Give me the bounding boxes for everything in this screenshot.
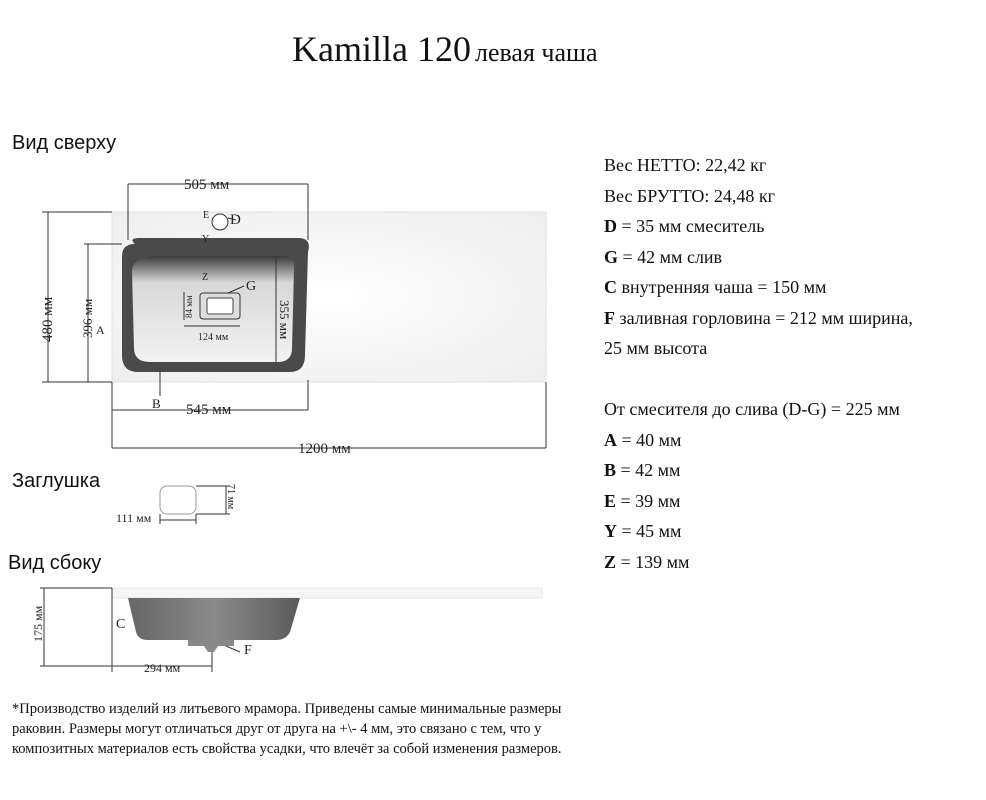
dim-depth-bowl: 396 мм bbox=[80, 298, 95, 338]
label-B: B bbox=[152, 396, 161, 411]
side-height: 175 мм bbox=[31, 605, 45, 642]
label-C: C bbox=[116, 617, 126, 632]
dim-offset: 545 мм bbox=[186, 402, 232, 418]
model-name: Kamilla 120 bbox=[292, 29, 471, 69]
spec-gross: Вес БРУТТО: 24,48 кг bbox=[604, 185, 775, 206]
faucet-hole bbox=[212, 214, 228, 230]
label-D: D bbox=[230, 212, 241, 228]
plug-width: 111 мм bbox=[116, 511, 152, 525]
spec-B: B = 42 мм bbox=[604, 460, 681, 480]
label-Y: Y bbox=[202, 234, 210, 245]
section-plug: Заглушка bbox=[12, 470, 101, 492]
side-depth: 294 мм bbox=[144, 661, 181, 675]
spec-C: C внутренняя чаша = 150 мм bbox=[604, 277, 827, 297]
plug-shape bbox=[160, 486, 196, 514]
label-G: G bbox=[246, 279, 257, 294]
spec-Z: Z = 139 мм bbox=[604, 551, 690, 572]
spec-G: G = 42 мм слив bbox=[604, 246, 723, 267]
model-variant: левая чаша bbox=[474, 38, 598, 67]
footnote: *Производство изделий из литьевого мрамора. Приведены самые минимальные размеры раковин. Размеры могут отличаться друг от друга на +\- 4 мм, это связано с тем, что у композитных материалов есть свойства усадки, что влечёт за собой изменения размеров. bbox=[12, 701, 562, 757]
dim-bowl-inner: 355 мм bbox=[277, 300, 292, 340]
side-slab bbox=[112, 588, 542, 598]
side-drain-tip bbox=[204, 646, 218, 652]
spec-F: F заливная горловина = 212 мм ширина, bbox=[604, 307, 913, 328]
specs-list bbox=[604, 150, 913, 577]
dim-drain-height: 84 мм bbox=[184, 295, 194, 318]
spec-net: Вес НЕТТО: 22,42 кг bbox=[604, 155, 767, 175]
spec-dg: От смесителя до слива (D-G) = 225 мм bbox=[604, 399, 900, 419]
label-E: E bbox=[203, 210, 210, 221]
dim-drain-width: 124 мм bbox=[198, 332, 229, 343]
plug-height: 71 мм bbox=[225, 484, 236, 510]
spec-F2: 25 мм высота bbox=[604, 338, 708, 358]
spec-E: E = 39 мм bbox=[604, 490, 681, 511]
label-F: F bbox=[244, 643, 252, 658]
dim-depth-total: 480 мм bbox=[40, 296, 56, 342]
side-bowl bbox=[128, 598, 300, 640]
spec-Y: Y = 45 мм bbox=[604, 521, 682, 541]
side-drain-neck bbox=[188, 640, 234, 646]
label-Z: Z bbox=[202, 272, 209, 283]
drain-inner bbox=[207, 298, 233, 314]
spec-D: D = 35 мм смеситель bbox=[604, 216, 765, 236]
spec-A: A = 40 мм bbox=[604, 429, 682, 450]
label-A: A bbox=[96, 323, 105, 337]
section-top-view: Вид сверху bbox=[12, 132, 117, 154]
dim-width-bowl: 505 мм bbox=[184, 177, 230, 193]
dim-length: 1200 мм bbox=[298, 441, 351, 457]
section-side-view: Вид сбоку bbox=[8, 552, 102, 574]
